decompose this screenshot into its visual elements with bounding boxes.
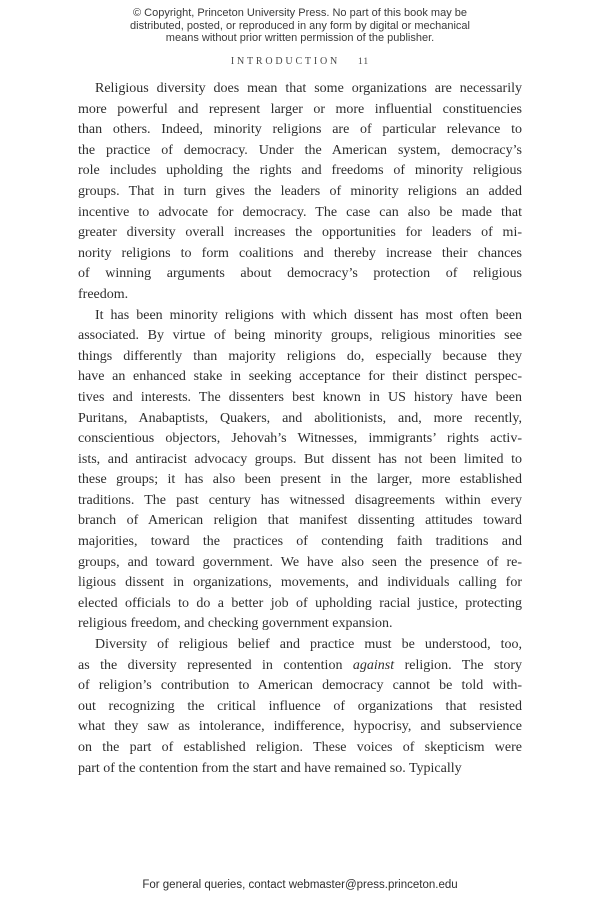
- text-line: greater diversity overall increases the opportunities for leaders of mi-: [78, 225, 522, 241]
- text-line: religious freedom, and checking government expansion.: [78, 616, 393, 632]
- text-line: groups. That in turn gives the leaders of minority religions an added: [78, 183, 522, 199]
- paragraph: [78, 306, 522, 636]
- text-line: [78, 656, 522, 677]
- text-line: traditions. The past century has witnessed disagreements within every: [78, 492, 522, 508]
- text-line: out recognizing the critical influence of organizations that resisted: [78, 698, 522, 714]
- text-line: ists, and antiracist advocacy groups. But dissent has not been limited to: [78, 451, 522, 467]
- text-line: nority religions to form coalitions and thereby increase their chances: [78, 245, 522, 261]
- running-head: [0, 56, 600, 67]
- text-line: Diversity of religious belief and practice must be understood, too,: [95, 637, 522, 653]
- footer-text: For general queries, contact webmaster@press.princeton.edu: [142, 879, 458, 891]
- text-line: associated. By virtue of being minority groups, religious minorities see: [78, 328, 522, 344]
- text-line: majorities, toward the practices of contending faith traditions and: [78, 534, 522, 550]
- text-line: these groups; it has also been present in the larger, more established: [78, 472, 522, 488]
- text-line: of winning arguments about democracy’s protection of religious: [78, 266, 522, 282]
- text-line: the practice of democracy. Under the American system, democracy’s: [78, 142, 522, 158]
- copyright-line: distributed, posted, or reproduced in any form by digital or mechanical: [130, 19, 470, 32]
- text-line: conscientious objectors, Jehovah’s Witnesses, immigrants’ rights activ-: [78, 431, 522, 447]
- text-segment: as the diversity represented in contention: [78, 657, 353, 673]
- page-number: 11: [358, 57, 370, 67]
- paragraph: [78, 635, 522, 779]
- footer-contact: [0, 879, 600, 891]
- text-line: things differently than majority religions do, especially because they: [78, 348, 522, 364]
- copyright-line: means without prior written permission of the publisher.: [165, 32, 435, 45]
- text-line: on the part of established religion. These voices of skepticism were: [78, 740, 522, 755]
- text-line: Religious diversity does mean that some organizations are necessarily: [95, 81, 522, 96]
- text-line: of religion’s contribution to American democracy cannot be told with-: [78, 678, 522, 694]
- paragraph: [78, 79, 522, 306]
- text-line: more powerful and represent larger or more influential constituencies: [78, 101, 522, 117]
- copyright-notice: [0, 7, 600, 45]
- text-line: elected officials to do a better job of upholding racial justice, protecting: [78, 595, 522, 611]
- text-line: part of the contention from the start and have remained so. Typically: [78, 760, 462, 776]
- text-line: than others. Indeed, minority religions are of particular relevance to: [78, 122, 522, 138]
- text-line: freedom.: [78, 286, 129, 302]
- text-line: Puritans, Anabaptists, Quakers, and abolitionists, and, more recently,: [78, 410, 522, 426]
- text-line: have an enhanced stake in seeking acceptance for their distinct perspec-: [78, 369, 522, 385]
- text-line: branch of American religion that manifest dissenting attitudes toward: [78, 513, 522, 529]
- italic-text: against: [352, 657, 395, 673]
- copyright-line: © Copyright, Princeton University Press. No part of this book may be: [133, 7, 467, 19]
- text-line: role includes upholding the rights and freedoms of minority religious: [78, 163, 522, 179]
- text-line: what they saw as intolerance, indifference, hypocrisy, and subservience: [78, 719, 522, 735]
- text-line: It has been minority religions with which dissent has most often been: [95, 307, 522, 323]
- chapter-title: INTRODUCTION: [230, 56, 340, 67]
- text-line: tives and interests. The dissenters best known in US history have been: [78, 389, 522, 405]
- text-line: groups, and toward government. We have also seen the presence of re-: [78, 554, 522, 570]
- text-segment: religion. The story: [394, 657, 522, 673]
- text-line: incentive to advocate for democracy. The case can also be made that: [78, 204, 522, 220]
- text-line: ligious dissent in organizations, movements, and individuals calling for: [78, 575, 522, 591]
- page-body: [78, 79, 522, 779]
